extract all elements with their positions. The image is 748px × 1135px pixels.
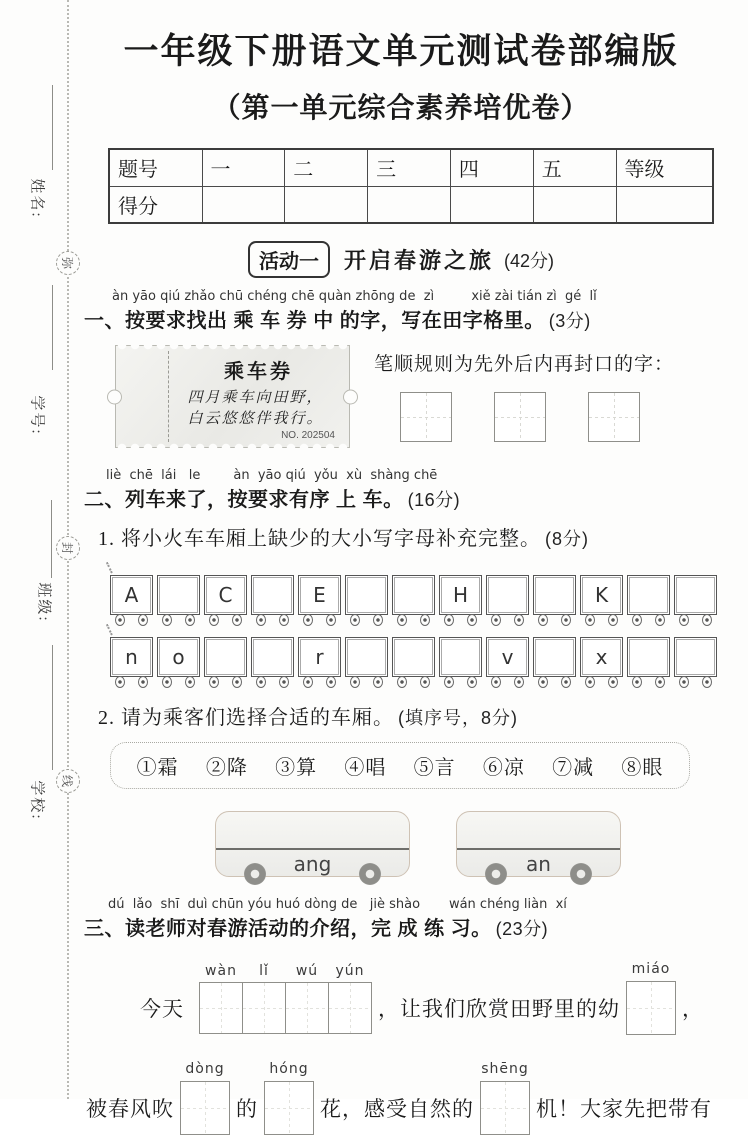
score-table-header-0: 题号 [109,149,202,186]
train-car-5 [298,637,341,677]
q1-answer-box-3[interactable] [588,392,640,442]
q3-sheng-box[interactable] [480,1081,530,1135]
bus-wheel [570,863,592,885]
train-car-3 [204,575,247,615]
score-blank-cell-5[interactable] [616,186,713,223]
q2-sub1-score: (8分) [545,529,589,549]
q2-score: (16分) [407,490,461,510]
train-car-12[interactable] [627,575,670,615]
q3-dong-box[interactable] [180,1081,230,1135]
score-blank-cell-0[interactable] [202,186,285,223]
ticket-poem-line1: 四月乘车向田野， [187,390,324,406]
q3-hong-pinyin: hóng [269,1061,309,1077]
score-blank-cell-1[interactable] [285,186,368,223]
q3-grid-pinyin-2: lǐ [259,963,269,979]
q1-heading: 一、按要求找出 乘 车 券 中 的字，写在田字格里。 [84,310,545,332]
score-table-header-4: 四 [450,149,533,186]
q3-sheng-pinyin: shēng [481,1061,529,1077]
q3-grid-pinyin-4: yún [335,963,365,979]
q3-grid-cell-1[interactable] [199,963,243,1034]
train-car-8 [439,575,482,615]
q1-answer-box-1[interactable] [400,392,452,442]
q1-answer-boxes [400,392,674,442]
q3-miao-box[interactable] [626,981,676,1035]
q3-sheng-unit [480,1061,530,1135]
q2-bus-row [215,811,718,877]
train-car-3[interactable] [204,637,247,677]
train-car-6[interactable] [345,575,388,615]
score-table-header-row [109,149,713,186]
activity-title: 开启春游之旅 [343,248,494,273]
q3-hong-box[interactable] [264,1081,314,1135]
train-car-letter: A [124,583,139,607]
q1-answer-area [374,345,674,448]
score-table-header-6: 等级 [616,149,713,186]
name-blank-line[interactable] [52,85,53,170]
bus-divider [457,848,620,850]
train-car-9 [486,637,529,677]
q3-grid-cell-2[interactable] [242,963,286,1034]
q2-option-1: ①霜 [136,757,179,779]
student-id-field-label: 学号: [28,395,45,436]
bus-wheel [359,863,381,885]
q3-fill-line2 [86,1061,718,1135]
class-field-label: 班级: [35,582,52,623]
q2-options-box [110,742,690,789]
q1-score: (3分) [548,311,591,331]
train-car-letter: v [501,645,514,669]
train-car-2[interactable] [157,575,200,615]
q3-grid-pinyin-3: wú [295,963,319,979]
school-field-label: 学校: [28,780,45,821]
train-car-2 [157,637,200,677]
q3-grid4 [200,963,372,1034]
q2-option-6: ⑥凉 [482,757,525,779]
school-blank-line[interactable] [52,645,53,770]
q2-option-8: ⑧眼 [621,757,664,779]
q2-option-5: ⑤言 [413,757,456,779]
train-car-letter: K [594,583,609,607]
train-car-7[interactable] [392,637,435,677]
train-car-12[interactable] [627,637,670,677]
ticket-notch-right [343,389,358,404]
train-car-letter: o [172,645,185,669]
class-blank-line[interactable] [51,500,52,578]
activity-score: (42分) [504,250,555,271]
q2-train-row1 [110,575,718,615]
q3-line1-prefix: 今天 [140,997,184,1021]
q3-score: (23分) [495,919,549,939]
q3-heading: 三、读老师对春游活动的介绍，完 成 练 习。 [84,918,492,940]
train-car-5 [298,575,341,615]
q3-hong-unit [264,1061,314,1135]
q2-option-4: ④唱 [344,757,387,779]
q1-hint: 笔顺规则为先外后内再封口的字： [374,354,675,375]
q2-sub1-text: 1. 将小火车车厢上缺少的大小写字母补充完整。 [98,528,541,550]
q2-sub2-score: (填序号，8分) [398,708,518,728]
q3-line1-mid: ，让我们欣赏田野里的幼 [378,997,620,1021]
q3-line2-seg3: 花，感受自然的 [320,1097,474,1121]
q3-miao-pinyin: miáo [631,961,671,977]
train-car-11 [580,637,623,677]
q3-grid-cell-3[interactable] [285,963,329,1034]
score-blank-cell-4[interactable] [533,186,616,223]
ticket-stub-dashed-line [168,351,169,442]
train-car-11 [580,575,623,615]
train-smoke-decoration [106,558,120,573]
q1-answer-box-2[interactable] [494,392,546,442]
train-car-9[interactable] [486,575,529,615]
score-blank-cell-2[interactable] [368,186,451,223]
ticket-poem-line2: 白云悠悠伴我行。 [187,411,324,427]
score-table [108,148,714,224]
score-table-header-2: 二 [285,149,368,186]
q1-body [84,345,718,448]
seal-char-feng: 封 [56,536,80,560]
train-car-10[interactable] [533,637,576,677]
train-car-4[interactable] [251,575,294,615]
train-car-letter: x [595,645,608,669]
q3-grid-cell-4[interactable] [328,963,372,1034]
q3-grid-pinyin-1: wàn [205,963,237,979]
train-car-letter: E [313,583,326,607]
student-id-blank-line[interactable] [52,285,53,370]
score-blank-cell-3[interactable] [450,186,533,223]
q3-line2-seg1: 被春风吹 [86,1097,174,1121]
q3-line2-seg2: 的 [236,1097,258,1121]
train-car-8[interactable] [439,637,482,677]
paper-content [84,24,718,1135]
bus-an[interactable] [456,811,621,877]
q3-fill-line1 [140,961,718,1035]
train-car-letter: r [315,645,324,669]
train-car-1 [110,575,153,615]
q3-line2-seg4: 机！大家先把带有 [536,1097,712,1121]
seal-char-mi: 弥 [56,251,80,275]
bus-divider [216,848,409,850]
bus-ticket-graphic [115,345,350,448]
bus-ang[interactable] [215,811,410,877]
score-row-label: 得分 [109,186,202,223]
paper-subtitle: （第一单元综合素养培优卷） [212,93,590,124]
score-table-score-row [109,186,713,223]
q2-sub2-text: 2. 请为乘客们选择合适的车厢。 [98,707,394,729]
paper-title: 一年级下册语文单元测试卷部编版 [123,32,679,71]
train-car-1 [110,637,153,677]
train-car-13[interactable] [674,637,717,677]
train-car-letter: H [452,583,469,607]
q2-option-3: ③算 [275,757,318,779]
activity-badge: 活动一 [248,241,330,278]
seal-char-xian: 线 [56,769,80,793]
bus-wheel [485,863,507,885]
q2-train-row2 [110,637,718,677]
train-car-letter: n [125,645,138,669]
q3-dong-pinyin: dòng [185,1061,225,1077]
q3-dong-unit [180,1061,230,1135]
bus-ang-label: ang [293,852,332,876]
activity-banner [84,241,718,278]
train-car-letter: C [218,583,233,607]
bus-an-label: an [526,852,551,876]
q2-sub1-row [98,522,718,551]
q1-pinyin: àn yāo qiú zhǎo chū chéng chē quàn zhōng de zì xiě zài tián zì gé lǐ [112,289,597,304]
ticket-title: 乘车券 [224,361,293,383]
q3-line1-tail: ， [682,997,704,1021]
train-car-10[interactable] [533,575,576,615]
q2-heading-row [84,483,718,512]
train-car-4[interactable] [251,637,294,677]
q2-sub2-row [98,701,718,730]
score-table-header-1: 一 [202,149,285,186]
score-table-header-3: 三 [368,149,451,186]
train-car-13[interactable] [674,575,717,615]
bus-wheel [244,863,266,885]
q2-pinyin: liè chē lái le àn yāo qiú yǒu xù shàng chē [106,468,438,483]
q3-heading-row [84,912,718,941]
train-car-6[interactable] [345,637,388,677]
q2-heading: 二、列车来了，按要求有序 上 车。 [84,489,404,511]
ticket-notch-left [107,389,122,404]
q3-pinyin: dú lǎo shī duì chūn yóu huó dòng de jiè shào wán chéng liàn xí [108,897,567,912]
q1-heading-row [84,304,718,333]
ticket-serial-number: NO. 202504 [281,430,335,441]
q3-miao-unit [626,961,676,1035]
train-car-7[interactable] [392,575,435,615]
name-field-label: 姓名: [28,178,45,219]
q2-option-7: ⑦减 [552,757,595,779]
q2-option-2: ②降 [205,757,248,779]
score-table-header-5: 五 [533,149,616,186]
